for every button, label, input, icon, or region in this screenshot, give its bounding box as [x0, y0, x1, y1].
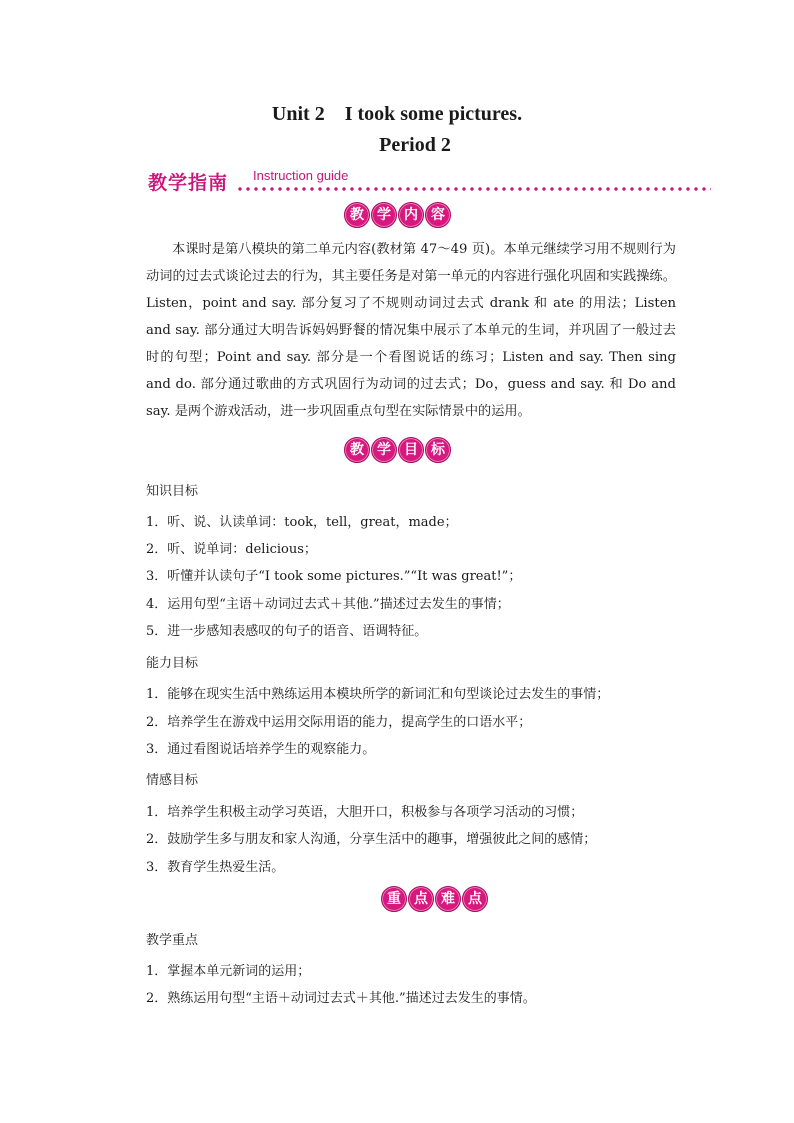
key-difficult-points-badge	[381, 886, 488, 912]
period-title: Period 2	[379, 134, 451, 156]
badge-char: 点	[408, 886, 434, 912]
content-paragraph: 本课时是第八模块的第二单元内容(教材第 47～49 页)。本单元继续学习用不规则行为动词的过去式谈论过去的行为，其主要任务是对第一单元的内容进行强化巩固和实践操练。Listen，point and say. 部分复习了不规则动词过去式 drank 和 ate 的用法；Listen and say. 部分通过大明告诉妈妈野餐的情况集中展示了本单元的生词，并巩固了一般过去时的句型；Point and say. 部分是一个看图说话的练习；Listen and say. Then sing and do. 部分通过歌曲的方式巩固行为动词的过去式；Do，guess and say. 和 Do and say. 是两个游戏活动，进一步巩固重点句型在实际情景中的运用。	[146, 242, 676, 419]
badge-char: 内	[398, 202, 424, 228]
list-item: 2．培养学生在游戏中运用交际用语的能力，提高学生的口语水平；	[146, 715, 532, 730]
instruction-guide-header	[148, 168, 713, 194]
badge-char: 教	[344, 437, 370, 463]
badge-char: 容	[425, 202, 451, 228]
badge-char: 学	[371, 202, 397, 228]
ability-goals-heading: 能力目标	[146, 656, 199, 671]
list-item: 1．听、说、认读单词：took，tell，great，made；	[146, 515, 458, 530]
list-item: 3．教育学生热爱生活。	[146, 860, 285, 875]
emotion-goals-heading: 情感目标	[146, 773, 199, 788]
list-item: 1．能够在现实生活中熟练运用本模块所学的新词汇和句型谈论过去发生的事情；	[146, 687, 610, 702]
list-item: 5．进一步感知表感叹的句子的语音、语调特征。	[146, 624, 428, 639]
list-item: 1．掌握本单元新词的运用；	[146, 964, 311, 979]
badge-char: 学	[371, 437, 397, 463]
list-item: 3．通过看图说话培养学生的观察能力。	[146, 742, 376, 757]
teaching-content-badge	[344, 202, 451, 228]
badge-char: 教	[344, 202, 370, 228]
list-item: 2．鼓励学生多与朋友和家人沟通，分享生活中的趣事，增强彼此之间的感情；	[146, 832, 597, 847]
dotted-divider	[236, 186, 711, 192]
list-item: 1．培养学生积极主动学习英语，大胆开口，积极参与各项学习活动的习惯；	[146, 805, 584, 820]
guide-label-en: Instruction guide	[253, 168, 349, 183]
badge-char: 难	[435, 886, 461, 912]
unit-title: Unit 2 I took some pictures.	[271, 103, 523, 125]
badge-char: 标	[425, 437, 451, 463]
list-item: 4．运用句型“主语＋动词过去式＋其他.”描述过去发生的事情；	[146, 597, 510, 612]
list-item: 3．听懂并认读句子“I took some pictures.”“It was great!”；	[146, 569, 522, 584]
badge-char: 点	[462, 886, 488, 912]
badge-char: 目	[398, 437, 424, 463]
list-item: 2．熟练运用句型“主语＋动词过去式＋其他.”描述过去发生的事情。	[146, 991, 536, 1006]
key-points-heading: 教学重点	[146, 933, 199, 948]
badge-char: 重	[381, 886, 407, 912]
knowledge-goals-heading: 知识目标	[146, 484, 199, 499]
guide-label-zh: 教学指南	[148, 172, 229, 194]
teaching-goals-badge	[344, 437, 451, 463]
list-item: 2．听、说单词：delicious；	[146, 542, 317, 557]
